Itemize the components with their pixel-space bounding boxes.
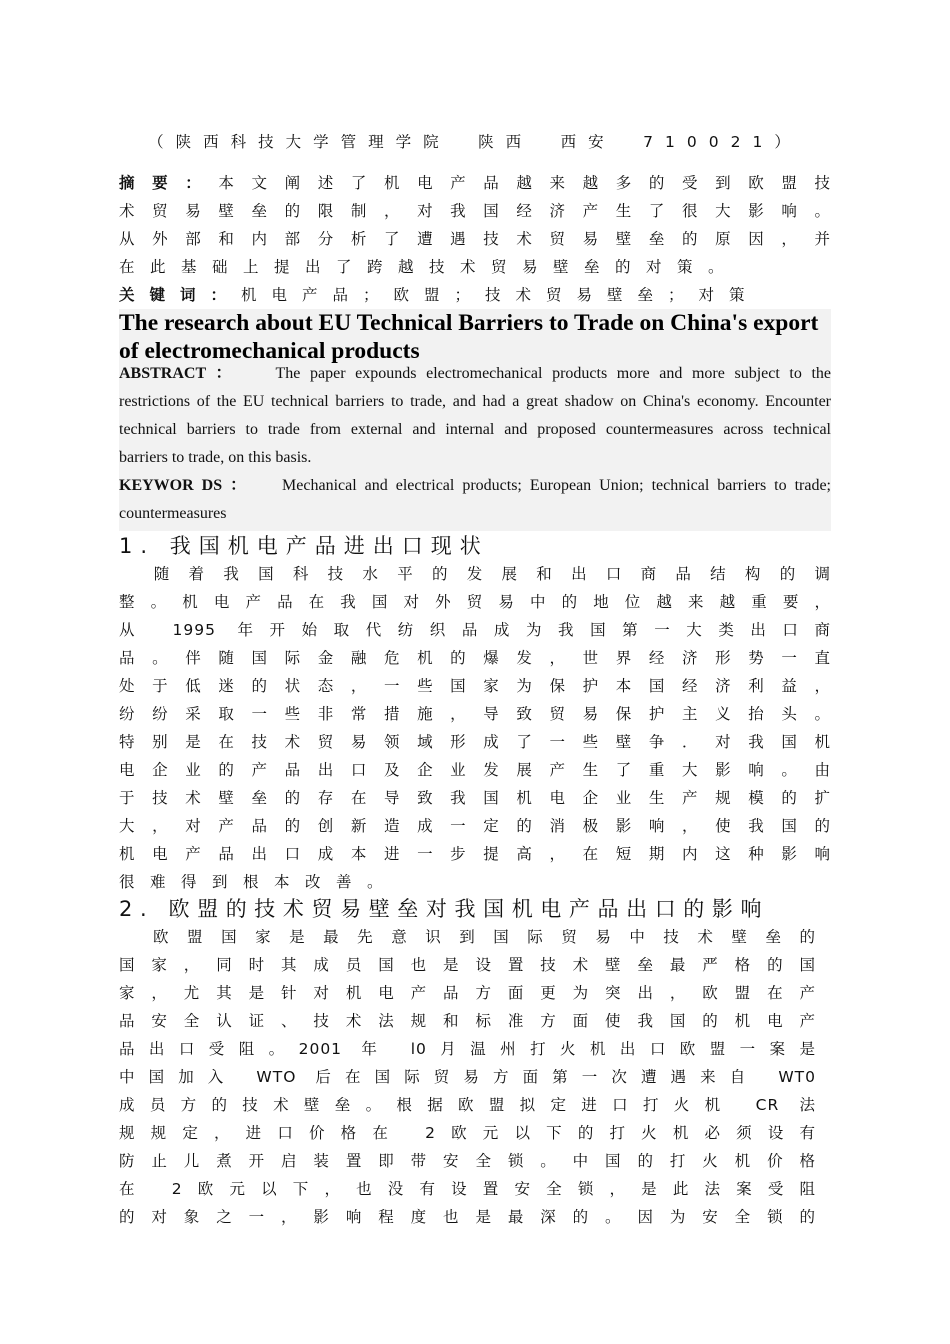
abstract-cn-label: 摘要： xyxy=(119,174,219,192)
section-1-line: 机电产品出口成本进一步提高，在短期内这种影响 xyxy=(119,845,831,863)
english-keywords-line-1 xyxy=(119,476,831,496)
english-keywords-line-2: countermeasures xyxy=(119,505,227,522)
section-2-heading: 2. 欧盟的技术贸易壁垒对我国机电产品出口的影响 xyxy=(119,897,770,921)
abstract-cn-text: 本文阐述了机电产品越来越多的受到欧盟技 xyxy=(218,174,831,192)
section-2-line: 在 2欧元以下，也没有设置安全锁，是此法案受阻 xyxy=(119,1180,816,1198)
abstract-cn-line-1 xyxy=(119,173,831,193)
english-abstract-label: ABSTRACT ： xyxy=(119,365,238,382)
section-1-line: 随着我国科技水平的发展和出口商品结构的调 xyxy=(119,565,831,583)
section-1-line: 整。机电产品在我国对外贸易中的地位越来越重要， xyxy=(119,593,831,611)
english-abstract-line-2: restrictions of the EU technical barriers to trade, and had a great shadow on China's economy. Encounter xyxy=(119,393,831,410)
keywords-cn-text: 机电产品；欧盟；技术贸易壁垒；对策 xyxy=(241,286,760,304)
section-1-line: 大，对产品的创新造成一定的消极影响，使我国的 xyxy=(119,817,831,835)
section-2-line: 的对象之一，影响程度也是最深的。因为安全锁的 xyxy=(119,1208,816,1226)
section-1-line: 从 1995 年开始取代纺织品成为我国第一大类出口商 xyxy=(119,621,831,639)
section-2-line: 防止儿煮开启装置即带安全锁。中国的打火机价格 xyxy=(119,1152,816,1170)
section-1-line: 品。伴随国际金融危机的爆发，世界经济形势一直 xyxy=(119,649,831,667)
abstract-cn-line-2: 术贸易壁垒的限制，对我国经济产生了很大影响。 xyxy=(119,202,831,220)
section-1-heading: 1. 我国机电产品进出口现状 xyxy=(119,534,489,558)
section-1-line: 电企业的产品出口及企业发展产生了重大影响。由 xyxy=(119,761,831,779)
section-2-line: 成员方的技术壁垒。根据欧盟拟定进口打火机 CR 法 xyxy=(119,1096,816,1114)
abstract-cn-line-4: 在此基础上提出了跨越技术贸易壁垒的对策。 xyxy=(119,258,740,276)
keywords-cn-label: 关键词： xyxy=(119,286,242,304)
section-2-line: 欧盟国家是最先意识到国际贸易中技术壁垒的 xyxy=(119,928,816,946)
english-abstract-line-1 xyxy=(119,364,831,384)
section-2-line: 规规定，进口价格在 2欧元以下的打火机必须设有 xyxy=(119,1124,816,1142)
english-abstract-line-3: technical barriers to trade from external and internal and proposed countermeasures across technical xyxy=(119,421,831,438)
abstract-cn-line-3: 从外部和内部分析了遭遇技术贸易壁垒的原因，并 xyxy=(119,230,831,248)
section-1-line: 于技术壁垒的存在导致我国机电企业生产规模的扩 xyxy=(119,789,831,807)
section-1-line: 处于低迷的状态，一些国家为保护本国经济利益， xyxy=(119,677,831,695)
section-2-line: 家，尤其是针对机电产品方面更为突出，欧盟在产 xyxy=(119,984,816,1002)
english-keywords-label: KEYWOR DS ： xyxy=(119,477,251,494)
section-2-line: 品安全认证、技术法规和标准方面使我国的机电产 xyxy=(119,1012,816,1030)
english-abstract-text: The paper expounds electromechanical products more and more subject to the xyxy=(275,365,832,382)
author-affiliation: （陕西科技大学管理学院 陕西 西安 710021） xyxy=(148,133,802,151)
english-keywords-text: Mechanical and electrical products; European Union; technical barriers to trade; xyxy=(282,477,831,494)
section-1-line: 很难得到根本改善。 xyxy=(119,873,399,891)
english-title: The research about EU Technical Barriers to Trade on China's export of electromechanical products xyxy=(119,310,819,364)
section-1-line: 纷纷采取一些非常措施，导致贸易保护主义抬头。 xyxy=(119,705,831,723)
keywords-cn-line xyxy=(119,285,831,305)
section-2-line: 品出口受阻。2001 年 l0月温州打火机出口欧盟一案是 xyxy=(119,1040,816,1058)
english-abstract-line-4: barriers to trade, on this basis. xyxy=(119,449,312,466)
section-1-line: 特别是在技术贸易领域形成了一些壁争．对我国机 xyxy=(119,733,831,751)
section-2-line: 中国加入 WTO 后在国际贸易方面第一次遭遇来自 WT0 xyxy=(119,1068,816,1086)
section-2-line: 国家，同时其成员国也是设置技术壁垒最严格的国 xyxy=(119,956,816,974)
